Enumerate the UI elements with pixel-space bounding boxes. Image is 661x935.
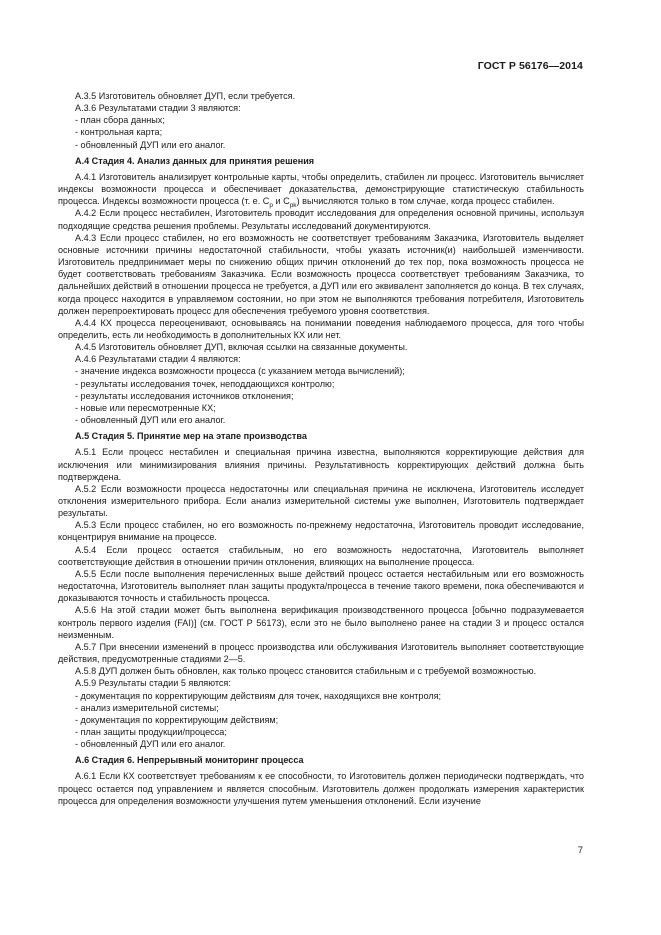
list-item: - план защиты продукции/процесса;: [75, 726, 227, 737]
paragraph-a59: А.5.9 Результаты стадии 5 являются:: [75, 678, 231, 689]
paragraph-a45: А.4.5 Изготовитель обновляет ДУП, включая ссылки на связанные документы.: [75, 342, 408, 353]
paragraph-a44: А.4.4 КХ процесса переоценивают, основываясь на понимании поведения наблюдаемого процесса, для того чтобы определить, есть ли необходимость в дополнительных КХ или нет.: [58, 317, 584, 340]
list-item: - значение индекса возможности процесса (с указанием метода вычислений);: [75, 366, 405, 377]
paragraph-a53: А.5.3 Если процесс стабилен, но его возможность по-прежнему недостаточна, Изготовитель проводит исследование, концентрируя внимание на процессе.: [58, 520, 584, 543]
subscript-p: p: [269, 202, 273, 210]
paragraph-a52: А.5.2 Если возможности процесса недостаточны или специальная причина не исключена, Изготовитель исследует отклонения измерительного прибора. Если анализ измерительной системы уже выполнен, Изготовитель подтверждает результаты.: [58, 483, 584, 519]
list-item: - план сбора данных;: [75, 115, 165, 126]
paragraph-a51: А.5.1 Если процесс нестабилен и специальная причина известна, выполняются корректирующие действия для исключения или минимизирования влияния причины. Результативность корректирующих действий должна быть подтверждена.: [58, 447, 584, 482]
list-item: - обновленный ДУП или его аналог.: [75, 739, 226, 750]
paragraph-a41: [58, 171, 584, 210]
section-heading-a5: А.5 Стадия 5. Принятие мер на этапе производства: [75, 431, 307, 442]
list-item: - документация по корректирующим действиям для точек, находящихся вне контроля;: [75, 690, 442, 701]
list-item: - новые или пересмотренные КХ;: [75, 402, 216, 413]
page-number: 7: [577, 845, 583, 856]
paragraph-a42: А.4.2 Если процесс нестабилен, Изготовитель проводит исследования для определения основной причины, используя подходящие средства решения проблемы. Результаты исследований документируются.: [58, 208, 584, 231]
section-heading-a6: А.6 Стадия 6. Непрерывный мониторинг процесса: [75, 755, 304, 766]
paragraph-a61: А.6.1 Если КХ соответствует требованиям к ее способности, то Изготовитель должен периодически подтверждать, что процесс остается под управлением и является способным. Изготовитель должен продолжать измерения характеристик процесса для определения возможности улучшения путем уменьшения отклонений. Если изучение: [58, 771, 584, 806]
paragraph-a35: А.3.5 Изготовитель обновляет ДУП, если требуется.: [75, 91, 296, 101]
paragraph-a58: А.5.8 ДУП должен быть обновлен, как только процесс становится стабильным и с требуемой возможностью.: [75, 666, 537, 677]
paragraph-a41-text-1: А.4.1 Изготовитель анализирует контрольные карты, чтобы определить, стабилен ли процесс. Изготовитель вычисляет индексы возможности процесса и обеспечивает доказательства, демонстрирующие статистическую стабильность процесса. Индексы возможности процесса (т. е. C: [58, 171, 584, 207]
paragraph-a54: А.5.4 Если процесс остается стабильным, но его возможность недостаточна, Изготовитель выполняет соответствующие действия в отношении причин отклонения, влияющих на выполнение процесса.: [58, 544, 584, 567]
list-item: - документация по корректирующим действиям;: [75, 714, 279, 725]
list-item: - контрольная карта;: [75, 127, 163, 138]
list-item: - обновленный ДУП или его аналог.: [75, 415, 226, 426]
paragraph-a41-text-3: ) вычисляются только в том случае, когда процесс стабилен.: [296, 196, 555, 207]
paragraph-a36: А.3.6 Результатами стадии 3 являются:: [75, 103, 241, 114]
paragraph-a46: А.4.6 Результатами стадии 4 являются:: [75, 354, 241, 365]
paragraph-a43: А.4.3 Если процесс стабилен, но его возможность не соответствует требованиям Заказчика, Изготовитель выделяет основные источники причины недостаточной стабильности, чтобы указать источник(и) наибольшей изменчивости. Изготовитель предпринимает меры по снижению общих причин отклонений до тех пор, пока возможность процесса не будет соответствовать требованиям Заказчика. Если возможность процесса соответствует требованиям Заказчика, то дальнейших действий в отношении процесса не требуется, а ДУП или его эквивалент заполняется до конца. В тех случаях, когда процесс находится в управляемом состоянии, но при этом не выполняются требования потребителя, Изготовитель должен перепроектировать процесс для обеспечения требуемого уровня соответствия.: [58, 232, 584, 316]
page-body: [58, 90, 584, 807]
list-item: - результаты исследования источников отклонения;: [75, 390, 294, 401]
list-item: - анализ измерительной системы;: [75, 702, 219, 713]
list-item: - результаты исследования точек, неподдающихся контролю;: [75, 378, 335, 389]
paragraph-a41-text-2: и C: [272, 196, 290, 207]
section-heading-a4: А.4 Стадия 4. Анализ данных для принятия решения: [75, 155, 315, 166]
paragraph-a57: А.5.7 При внесении изменений в процесс производства или обслуживания Изготовитель выполняет соответствующие действия, предусмотренные стадиями 2—5.: [58, 641, 584, 665]
subscript-pk: pk: [289, 202, 297, 210]
list-item: - обновленный ДУП или его аналог.: [75, 139, 226, 150]
paragraph-a56: А.5.6 На этой стадии может быть выполнена верификация производственного процесса [обычно подразумевается контроль первого изделия (FAI)] (см. ГОСТ Р 56173), если это не было выполнено ранее на стадии 3 и процесс остался неизменным.: [58, 605, 584, 640]
document-id: ГОСТ Р 56176—2014: [477, 60, 583, 72]
paragraph-a55: А.5.5 Если после выполнения перечисленных выше действий процесс остается нестабильным или его возможность недостаточна, Изготовитель выполняет план защиты продукта/процесса в течение такого времени, пока обеспечиваются и доказываются точность и стабильность процесса.: [58, 568, 584, 604]
